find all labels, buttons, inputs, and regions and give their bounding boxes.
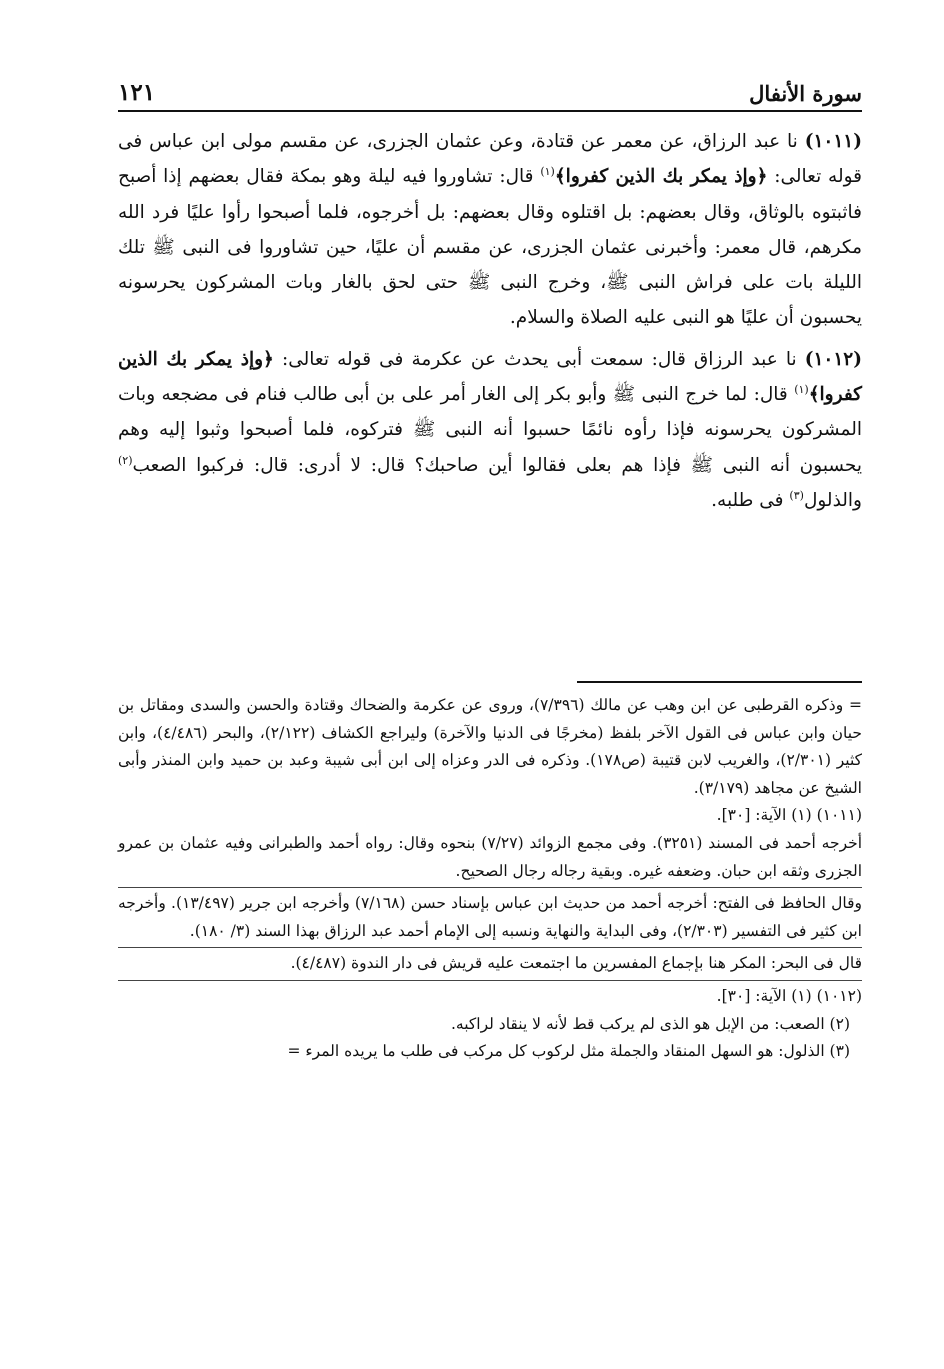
footnotes — [118, 692, 862, 1066]
hadith-text: والذلول — [803, 489, 862, 511]
footnote-label-1011: (١٠١١) (١) الآية: [٣٠]. — [716, 806, 862, 825]
footnote-ref: (٣) — [789, 488, 804, 502]
quran-verse: ﴿وإذ يمكر بك الذين كفروا﴾ — [554, 166, 768, 188]
footnote-label-1012: (١٠١٢) (١) الآية: [٣٠]. — [716, 986, 862, 1005]
hadith-1012 — [118, 342, 862, 518]
hadith-text: قال: لما خرج النبى ﷺ وأبو بكر إلى الغار أمر على بن أبى طالب فنام فى مضجعه وبات المشركون يحرسونه فإذا رأوه نائمًا حسبوا أنه النبى ﷺ فتركوه، فلما أصبحوا وثبوا إليه وهم يحسبون أنه النبى ﷺ فإذا هم بعلى فقالوا أين صاحبك؟ قال: لا أدرى: قال: فركبوا الصعب — [118, 384, 862, 476]
hadith-text: قال: تشاوروا فيه ليلة وهو بمكة فقال بعضهم إذا أصبح فاثبتوه بالوثاق، وقال بعضهم: بل اقتلوه وقال بعضهم: بل أخرجوه، فلما أصبحوا رأوا عليًا فرد الله مكرهم، قال معمر: وأخبرنى عثمان الجزرى، عن مقسم أن عليًا، حين تشاوروا فى النبى ﷺ تلك الليلة بات على فراش النبى ﷺ، وخرج النبى ﷺ حتى لحق بالغار وبات المشركون يحرسونه يحسبون أن عليًا هو النبى عليه الصلاة والسلام. — [118, 166, 862, 329]
hadith-1011 — [118, 124, 862, 336]
footnote-hafiz: وقال الحافظ فى الفتح: أخرجه أحمد من حديث ابن عباس بإسناد حسن (٧/١٦٨) وأخرجه ابن جرير (١٣/٤٩٧). وأخرجه ابن كثير فى التفسير (٢/٣٠٣)، وفى البداية والنهاية ونسبه إلى الإمام أحمد عبد الرزاق بهذا السند (٣/ ١٨٠). — [118, 890, 862, 948]
main-text — [118, 124, 862, 524]
footnote-separator — [577, 681, 862, 683]
footnote-ahmad: أخرجه أحمد فى المسند (٣٢٥١). وفى مجمع الزوائد (٧/٢٧) بنحوه وقال: رواه أحمد والطبرانى وفيه عثمان بن عمرو الجزرى وثقه ابن حبان. وضعفه غيره. وبقية رجاله رجال الصحيح. — [118, 830, 862, 888]
hadith-text: فى طلبه. — [711, 489, 790, 511]
surah-title: سورة الأنفال — [749, 81, 862, 106]
quran-verse: ﴿وإذ يمكر بك الذين كفروا﴾ — [118, 348, 862, 406]
hadith-text: نا عبد الرزاق، عن معمر عن قتادة، وعن عثمان الجزرى، عن مقسم مولى ابن عباس فى قوله تعالى: — [118, 131, 863, 188]
footnote-continuation: = وذكره القرطبى عن ابن وهب عن مالك (٧/٣٩٦)، وروى عن عكرمة والضحاك وقتادة والحسن والسدى ومقاتل بن حيان وابن عباس فى القول الآخر بلفظ (مخرجًا فى الدنيا والآخرة) وليراجع الكشاف (٢/١٢٢)، والبحر (٤/٤٨٦)، وابن كثير (٢/٣٠١)، والغريب لابن قتيبة (ص١٧٨). وذكره فى الدر وعزاه إلى ابن أبى شيبة وعبد بن حميد وابن المنذر وأبى الشيخ عن مجاهد (٣/١٧٩). — [118, 696, 862, 797]
footnote-ref: (٢) — [118, 453, 133, 467]
footnote-ref: (١) — [540, 165, 555, 179]
page-number: ١٢١ — [118, 79, 156, 106]
footnote-bahr: قال فى البحر: المكر هنا بإجماع المفسرين ما اجتمعت عليه قريش فى دار الندوة (٤/٤٨٧). — [118, 950, 862, 981]
hadith-number: (١٠١٢) — [804, 348, 863, 370]
hadith-text: نا عبد الرزاق قال: سمعت أبى يحدث عن عكرمة فى قوله تعالى: — [273, 348, 805, 370]
footnote-saab: (٢) الصعب: من الإبل هو الذى لم يركب قط لأنه لا ينقاد لراكبه. — [451, 1014, 850, 1033]
footnote-ref: (١) — [794, 382, 809, 396]
hadith-number: (١٠١١) — [804, 131, 862, 152]
page-header — [118, 66, 862, 112]
footnote-dhalul: (٣) الذلول: هو السهل المنقاد والجملة مثل لركوب كل مركب فى طلب ما يريده المرء = — [287, 1042, 850, 1061]
